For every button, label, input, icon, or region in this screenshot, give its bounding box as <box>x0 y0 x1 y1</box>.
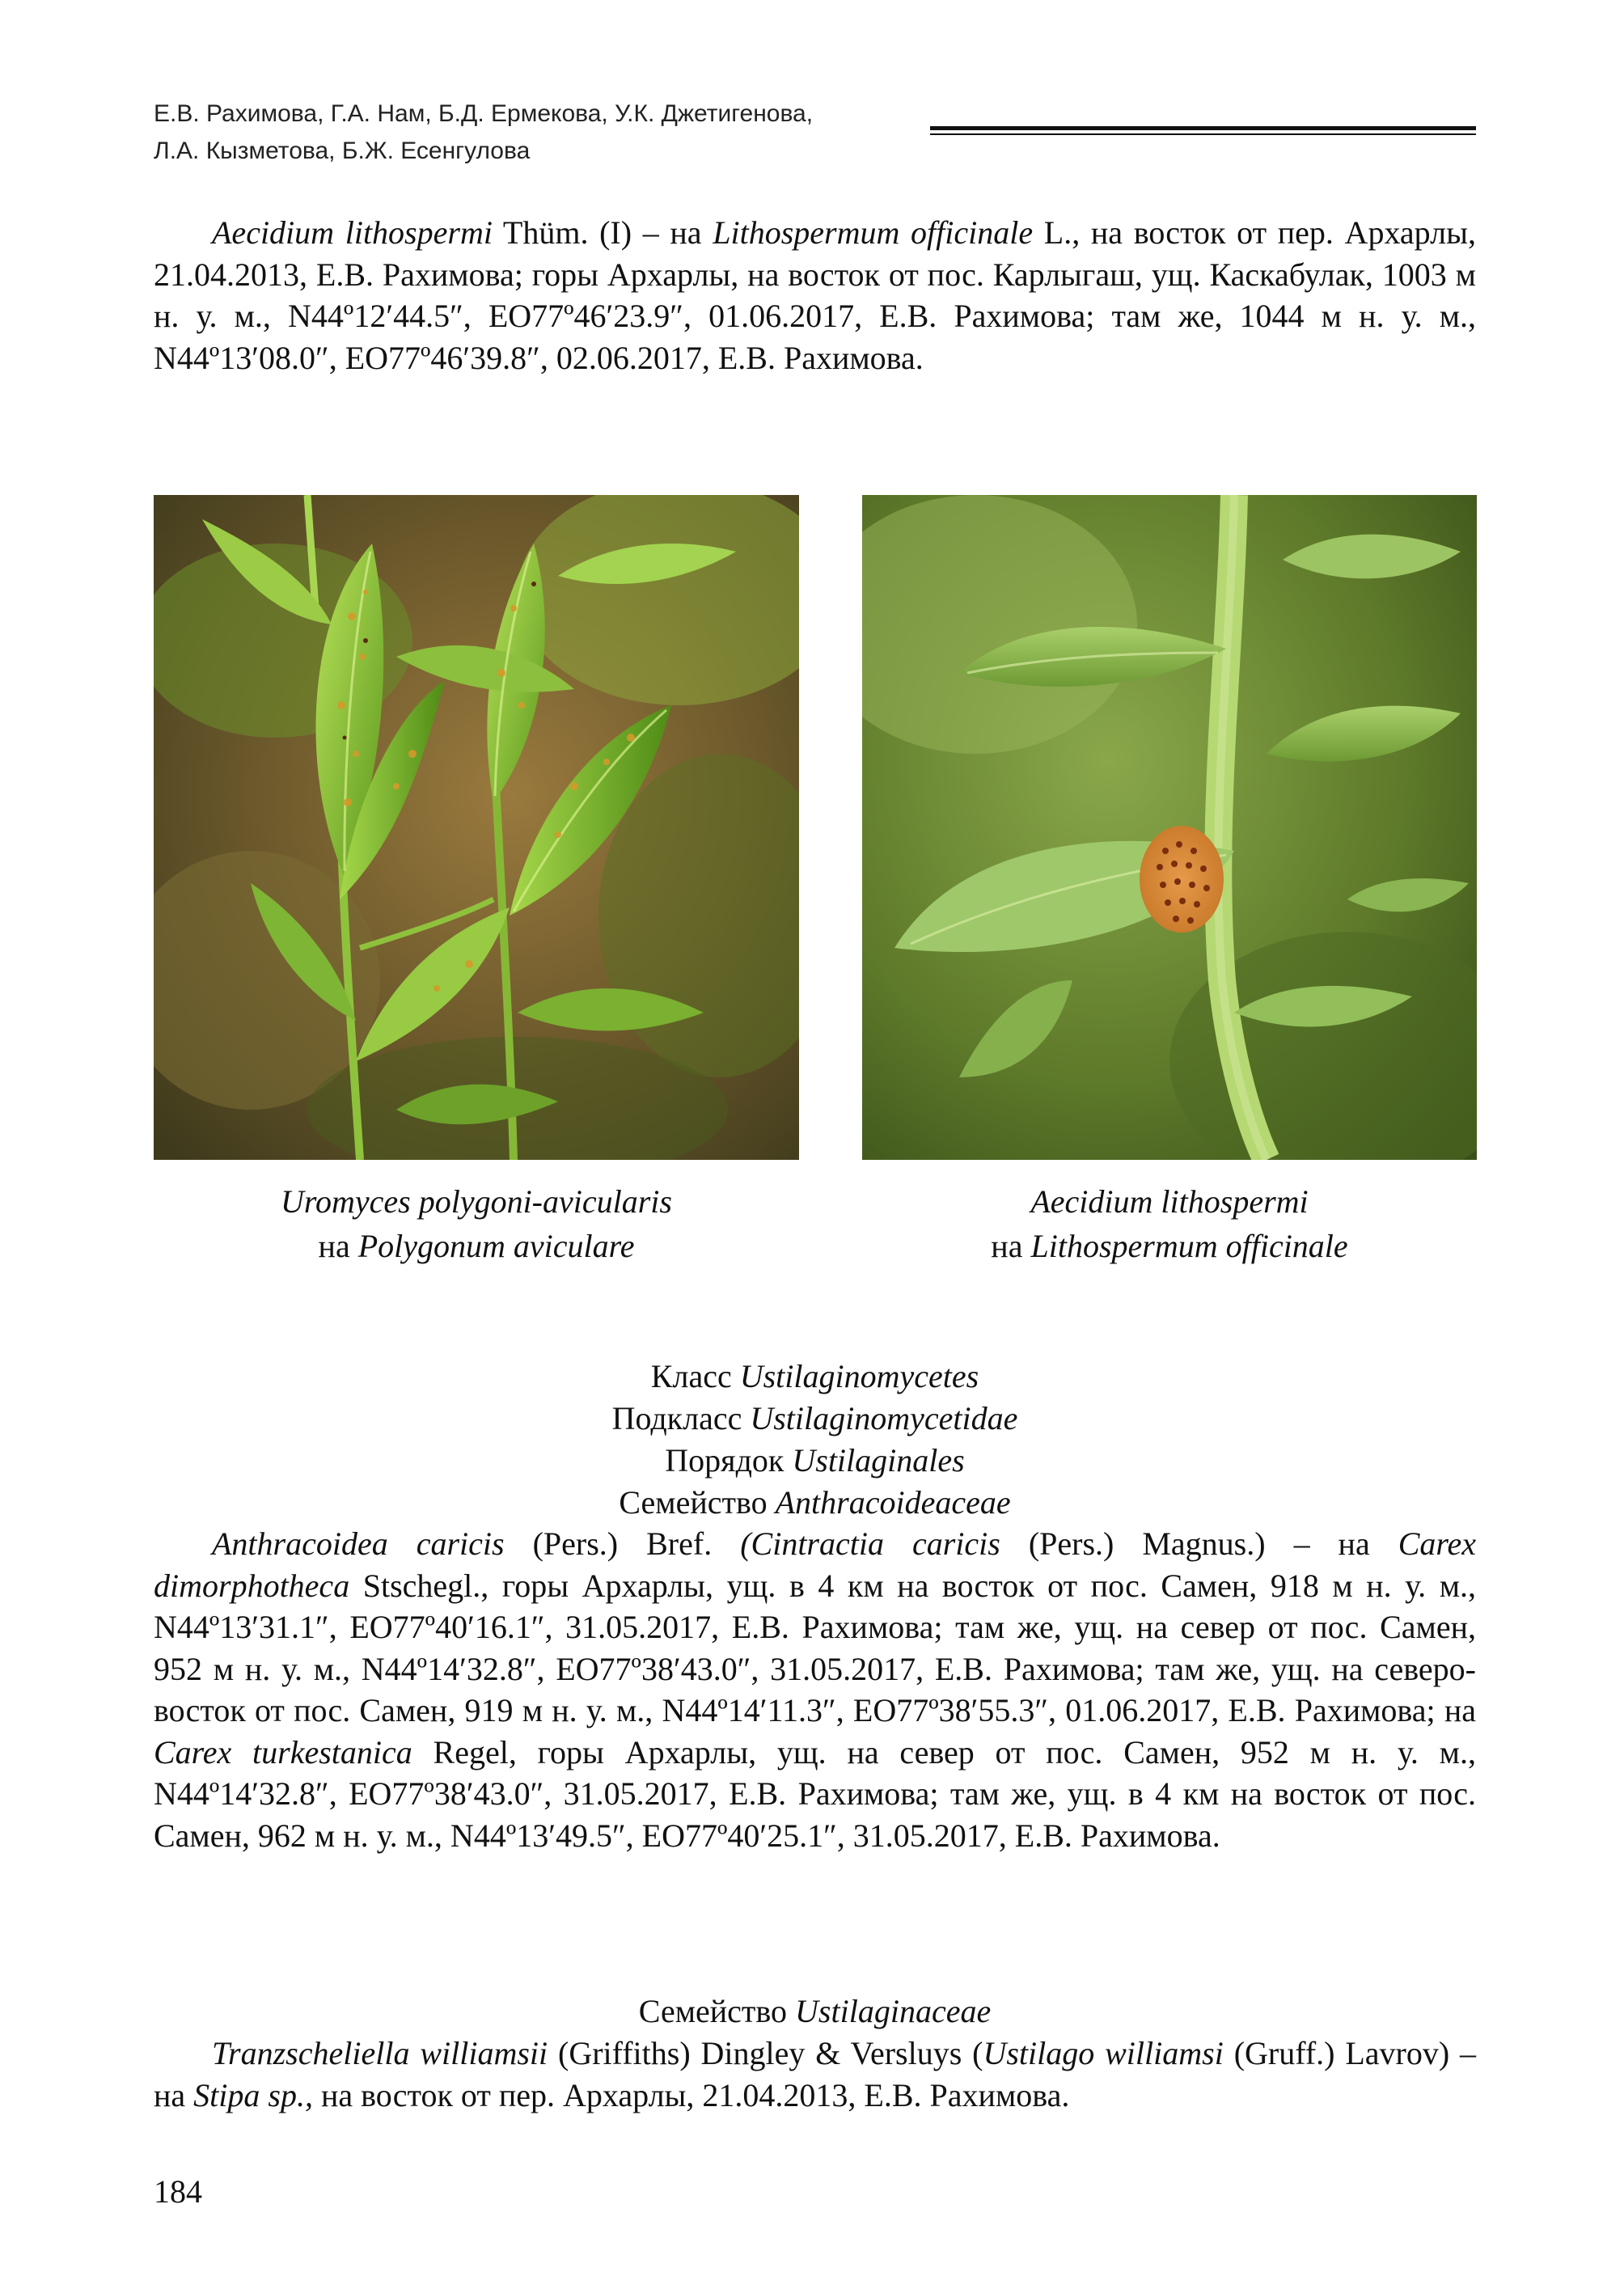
photo-aecidium-image <box>862 495 1477 1160</box>
host-name: Carex turkestanica <box>154 1733 412 1771</box>
taxon-author: Thüm. (I) – на <box>492 214 713 251</box>
taxon-name: Anthracoidea caricis <box>212 1525 505 1562</box>
photo-uromyces-image <box>154 495 799 1160</box>
locality-text: L., на восток от пер. Архарлы, 21.04.2013, Е.В. Рахимова; горы Архарлы, на восток от пос. Карлыгаш, ущ. Каскабулак, 1003 м н. у. м., N44º12′44.5″, EO77º46′23.9″, 01.06.2017, Е.В. Рахимова; там же, 1044 м н. у. м., N44º13′08.0″, EO77º46′39.8″, 02.06.2017, Е.В. Рахимова. <box>154 214 1476 376</box>
photo-uromyces-on-polygonum <box>154 495 799 1160</box>
heading-label: Класс <box>650 1358 740 1394</box>
text-segment: (Pers.) Bref. <box>504 1525 741 1562</box>
heading-taxon: Ustilaginomycetes <box>739 1358 979 1394</box>
synonym: Ustilago williamsi <box>983 2035 1224 2071</box>
heading-label: Семейство <box>619 1484 776 1521</box>
figure-caption-2 <box>862 1179 1477 1268</box>
caption-taxon: Aecidium lithospermi <box>1030 1183 1309 1220</box>
host-sp: sp., <box>260 2076 313 2113</box>
locality-text: Stschegl., горы Архарлы, ущ. в 4 км на восток от пос. Самен, 918 м н. у. м., N44º13′31.1″, EO77º40′16.1″, 31.05.2017, Е.В. Рахимова; там же, ущ. на север от пос. Самен, 952 м н. у. м., N44º14′32.8″, EO77º38′43.0″, 31.05.2017, Е.В. Рахимова; там же, ущ. на северо-восток от пос. Самен, 919 м н. у. м., N44º14′11.3″, EO77º38′55.3″, 01.06.2017, Е.В. Рахимова; на <box>154 1567 1476 1728</box>
heading-order <box>154 1440 1476 1482</box>
heading-taxon: Ustilaginomycetidae <box>750 1400 1018 1436</box>
taxon-name: Tranzscheliella williamsii <box>212 2035 548 2071</box>
heading-label: Подкласс <box>611 1400 751 1436</box>
caption-host: Lithospermum officinale <box>1030 1228 1348 1264</box>
header-double-rule <box>930 126 1476 136</box>
running-head-authors-line2: Л.А. Кызметова, Б.Ж. Есенгулова <box>154 137 531 164</box>
running-head <box>154 95 898 170</box>
heading-family-anthracoideaceae <box>154 1482 1476 1524</box>
heading-taxon: Anthracoideaceae <box>775 1484 1011 1521</box>
host-name: Carex dimorphotheca <box>154 1525 1476 1604</box>
heading-subclass <box>154 1398 1476 1440</box>
text-segment: (Gruff.) Lavrov) – на <box>154 2035 1477 2113</box>
species-entry-aecidium <box>154 212 1476 379</box>
page-number: 184 <box>154 2173 202 2210</box>
host-name: Lithospermum officinale <box>713 214 1034 251</box>
figure-caption-1 <box>154 1179 799 1268</box>
caption-on: на <box>991 1228 1031 1264</box>
taxon-name: Aecidium lithospermi <box>212 214 493 251</box>
heading-taxon: Ustilaginaceae <box>795 1993 992 2029</box>
caption-taxon: Uromyces polygoni-avicularis <box>281 1183 672 1220</box>
locality-text: на восток от пер. Архарлы, 21.04.2013, Е.В. Рахимова. <box>312 2076 1070 2113</box>
caption-on: на <box>318 1228 358 1264</box>
text-segment: (Pers.) Magnus.) – на <box>1000 1525 1398 1562</box>
host-name: Stipa <box>193 2076 260 2113</box>
species-entry-anthracoidea <box>154 1523 1476 1856</box>
heading-class <box>154 1356 1476 1398</box>
caption-host: Polygonum aviculare <box>357 1228 635 1264</box>
synonym: (Cintractia caricis <box>740 1525 1000 1562</box>
photo-aecidium-on-lithospermum <box>862 495 1477 1160</box>
heading-label: Порядок <box>665 1442 793 1479</box>
heading-label: Семейство <box>638 1993 796 2029</box>
species-entry-tranzscheliella <box>154 2033 1476 2116</box>
text-segment: (Griffiths) Dingley & Versluys ( <box>548 2035 983 2071</box>
heading-taxon: Ustilaginales <box>792 1442 965 1479</box>
locality-text: Regel, горы Архарлы, ущ. на север от пос. Самен, 952 м н. у. м., N44º14′32.8″, EO77º38′43.0″, 31.05.2017, Е.В. Рахимова; там же, ущ. в 4 км на восток от пос. Самен, 962 м н. у. м., N44º13′49.5″, EO77º40′25.1″, 31.05.2017, Е.В. Рахимова. <box>154 1733 1476 1854</box>
heading-family-ustilaginaceae <box>154 1991 1476 2033</box>
running-head-authors-line1: Е.В. Рахимова, Г.А. Нам, Б.Д. Ермекова, У.К. Джетигенова, <box>154 100 814 127</box>
